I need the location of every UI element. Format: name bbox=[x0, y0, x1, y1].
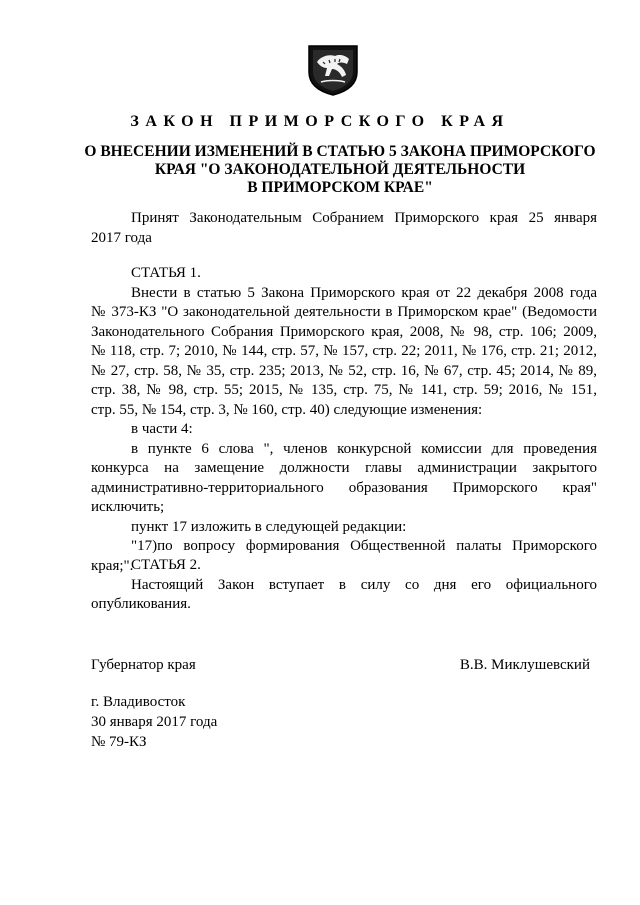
article-line: стр. 38, № 98, стр. 55; 2015, № 135, стр. 75, № 141, стр. 59; 2016, № 151, bbox=[91, 382, 597, 398]
primorsky-coat-of-arms-icon bbox=[305, 40, 361, 96]
signatory-name: В.В. Миклушевский bbox=[459, 657, 590, 673]
article-line: исключить; bbox=[91, 499, 165, 515]
article-line: Законодательного Собрания Приморского края, 2008, № 98, стр. 106; 2009, bbox=[91, 323, 597, 340]
article-heading: СТАТЬЯ 1. bbox=[131, 265, 201, 281]
article-line: конкурса на замещение должности главы администрации закрытого bbox=[91, 460, 597, 476]
article-1 bbox=[91, 264, 597, 576]
article-line: Настоящий Закон вступает в силу со дня его официального bbox=[131, 576, 597, 593]
article-line: края;". bbox=[91, 557, 134, 574]
article-line: административно-территориального образования Приморского края" bbox=[91, 479, 597, 496]
article-line: пункт 17 изложить в следующей редакции: bbox=[131, 518, 407, 535]
adoption-line: Принят Законодательным Собранием Приморского края 25 января bbox=[131, 210, 597, 226]
signatory-position: Губернатор края bbox=[91, 657, 196, 673]
article-line: Внести в статью 5 Закона Приморского края от 22 декабря 2008 года bbox=[131, 284, 597, 301]
article-heading: СТАТЬЯ 2. bbox=[131, 557, 201, 573]
article-2 bbox=[91, 556, 597, 615]
article-line: в пункте 6 слова ", членов конкурсной комиссии для проведения bbox=[131, 440, 597, 457]
city: г. Владивосток bbox=[91, 694, 186, 710]
subtitle-line: В ПРИМОРСКОМ КРАЕ" bbox=[247, 179, 433, 196]
article-line: № 27, стр. 58, № 35, стр. 235; 2013, № 52, стр. 16, № 67, стр. 45; 2014, № 89, bbox=[91, 362, 597, 379]
adoption-line: 2017 года bbox=[91, 229, 152, 246]
article-line: стр. 55, № 154, стр. 3, № 160, стр. 40) следующие изменения: bbox=[91, 401, 483, 418]
subtitle-line: КРАЯ "О ЗАКОНОДАТЕЛЬНОЙ ДЕЯТЕЛЬНОСТИ bbox=[154, 161, 526, 178]
place-date-block bbox=[91, 692, 217, 752]
article-line: "17)по вопросу формирования Общественной палаты Приморского bbox=[131, 538, 597, 554]
article-line: № 373-КЗ "О законодательной деятельности в Приморском крае" (Ведомости bbox=[91, 304, 597, 320]
article-line: № 118, стр. 7; 2010, № 144, стр. 57, № 157, стр. 22; 2011, № 176, стр. 21; 2012, bbox=[91, 343, 597, 359]
article-part: в части 4: bbox=[131, 421, 193, 437]
law-number: № 79-КЗ bbox=[91, 734, 147, 750]
date: 30 января 2017 года bbox=[91, 714, 218, 730]
law-title: ЗАКОН ПРИМОРСКОГО КРАЯ bbox=[130, 113, 510, 130]
law-subtitle bbox=[80, 143, 600, 197]
adoption-block bbox=[91, 209, 597, 248]
subtitle-line: О ВНЕСЕНИИ ИЗМЕНЕНИЙ В СТАТЬЮ 5 ЗАКОНА ПРИМОРСКОГО bbox=[84, 143, 596, 160]
article-line: опубликования. bbox=[91, 596, 191, 612]
